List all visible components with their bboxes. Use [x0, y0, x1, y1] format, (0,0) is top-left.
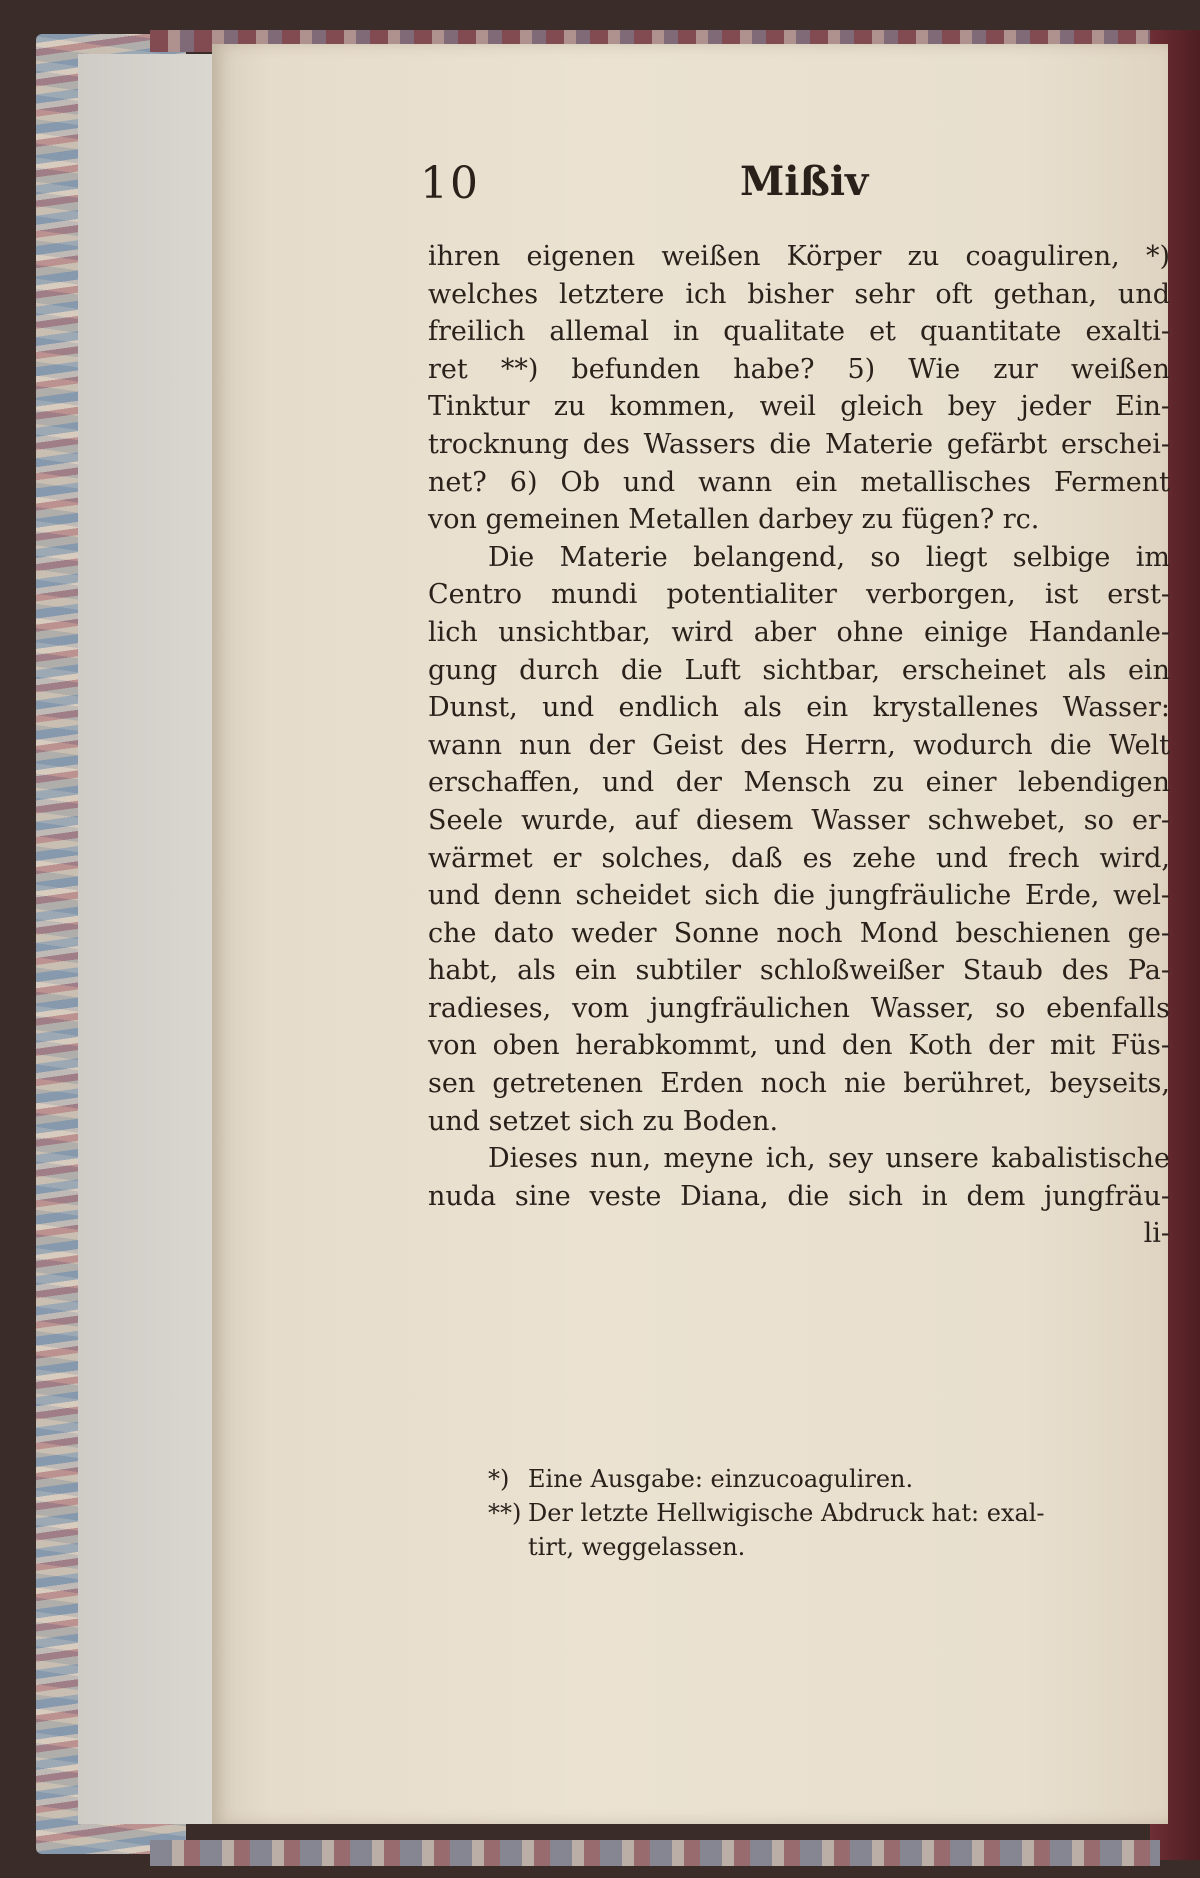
text-line: nuda sine veste Diana, die sich in dem jungfräu- [428, 1180, 1170, 1212]
footnote-text: Der letzte Hellwigische Abdruck hat: exal- [528, 1499, 1045, 1527]
text-line: ret **) befunden habe? 5) Wie zur weißen [428, 353, 1170, 385]
text-line: ihren eigenen weißen Körper zu coaguliren, *) [428, 241, 1170, 272]
text-line: Centro mundi potentialiter verborgen, ist erst- [428, 579, 1170, 611]
footnote [488, 1462, 1170, 1496]
footnotes [488, 1462, 1170, 1564]
text-line: sen getretenen Erden noch nie berühret, beyseits, [428, 1068, 1170, 1100]
text-line: und setzet sich zu Boden. [428, 1105, 779, 1137]
text-line: Tinktur zu kommen, weil gleich bey jeder Ein- [428, 391, 1170, 423]
text-line: gung durch die Luft sichtbar, erscheinet als ein [428, 654, 1170, 686]
page-number: 10 [420, 158, 480, 209]
text-line: Dunst, und endlich als ein krystallenes Wasser: [428, 692, 1170, 724]
text-line: wann nun der Geist des Herrn, wodurch die Welt [428, 729, 1170, 761]
footnote [488, 1496, 1170, 1530]
footnote-text: Eine Ausgabe: einzucoaguliren. [528, 1465, 914, 1493]
text-line: und denn scheidet sich die jungfräuliche Erde, wel- [428, 880, 1170, 912]
text-line: net? 6) Ob und wann ein metallisches Ferment [428, 466, 1170, 498]
text-line: welches letztere ich bisher sehr oft gethan, und [428, 278, 1170, 310]
footnote-mark: **) [488, 1499, 522, 1527]
text-line: freilich allemal in qualitate et quantitate exalti- [428, 316, 1170, 348]
cover-bottom-edge [150, 1840, 1160, 1866]
text-line: von gemeinen Metallen darbey zu fügen? rc. [428, 504, 1040, 536]
text-line: Seele wurde, auf diesem Wasser schwebet, so er- [428, 804, 1170, 836]
text-line: lich unsichtbar, wird aber ohne einige Handanle- [428, 616, 1170, 648]
footnote-mark: *) [488, 1465, 510, 1493]
page-header [420, 158, 1180, 218]
text-line: Die Materie belangend, so liegt selbige im [488, 541, 1170, 573]
body-text [428, 238, 1170, 1253]
text-line: che dato weder Sonne noch Mond beschienen ge- [428, 917, 1170, 949]
footnote-continuation [488, 1530, 1170, 1564]
footnote-text: tirt, weggelassen. [528, 1533, 746, 1561]
text-line: trocknung des Wassers die Materie gefärbt erschei- [428, 428, 1170, 460]
text-line: von oben herabkommt, und den Koth der mit Füs- [428, 1030, 1170, 1062]
text-line: erschaffen, und der Mensch zu einer lebendigen [428, 767, 1170, 799]
running-title: Mißiv [740, 158, 869, 205]
text-line: wärmet er solches, daß es zehe und frech wird, [428, 842, 1170, 874]
text-line: Dieses nun, meyne ich, sey unsere kabalistische [488, 1143, 1170, 1175]
text-line: habt, als ein subtiler schloßweißer Staub des Pa- [428, 955, 1170, 987]
text-line: radieses, vom jungfräulichen Wasser, so ebenfalls [428, 992, 1170, 1024]
catchword: li- [1143, 1218, 1170, 1250]
